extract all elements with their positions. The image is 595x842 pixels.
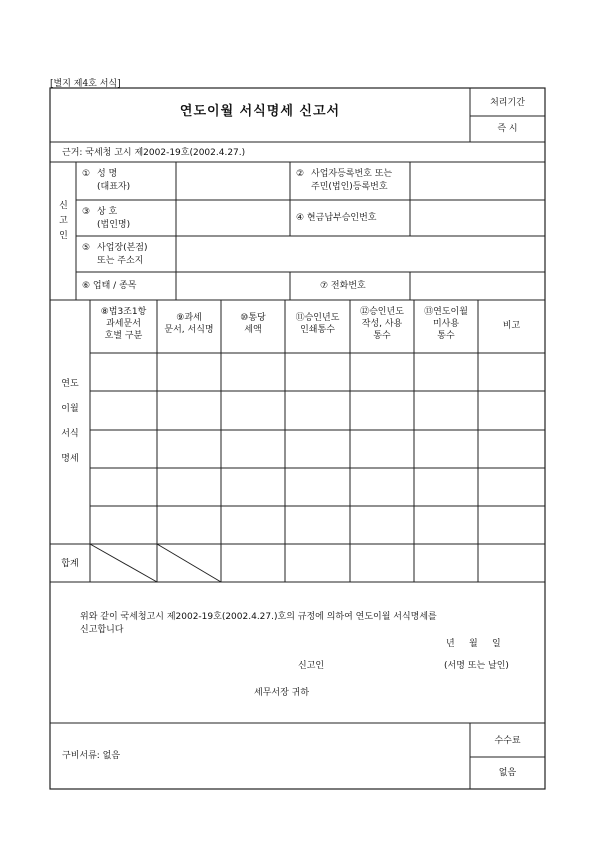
statement-line-2: 신고합니다 <box>80 625 124 635</box>
registration-number-field[interactable] <box>411 163 544 199</box>
date-line: 년 월 일 <box>446 639 501 649</box>
legal-basis: 근거: 국세청 고시 제2002-19호(2002.4.27.) <box>62 148 246 158</box>
field-address-number: ⑤ <box>82 243 91 253</box>
row-group-label-2: 이월 <box>61 404 79 414</box>
fee-value: 없음 <box>498 768 517 778</box>
form-title: 연도이월 서식명세 신고서 <box>179 104 341 119</box>
processing-period-label: 처리기간 <box>490 98 525 108</box>
processing-period-value: 즉 시 <box>497 124 518 134</box>
field-name-sublabel: (대표자) <box>97 182 131 192</box>
reporter-group-label: 신고인 <box>57 200 67 245</box>
field-address-sublabel: 또는 주소지 <box>97 256 144 266</box>
address-field[interactable] <box>177 237 544 271</box>
field-business-type-label: ⑥ 업태 / 종목 <box>82 281 137 291</box>
row-group-label-1: 연도 <box>61 379 79 389</box>
field-company-number: ③ <box>82 207 91 217</box>
col-header-remarks: 비고 <box>502 321 521 331</box>
field-regno-number: ② <box>296 169 305 179</box>
field-phone-label: ⑦ 전화번호 <box>320 281 366 291</box>
field-approval-label: ④ 현금납부승인번호 <box>296 213 377 223</box>
name-field[interactable] <box>177 163 289 199</box>
col-header-printed-copies: ⑪승인년도 인쇄통수 <box>295 313 340 335</box>
total-row-label: 합계 <box>61 559 79 569</box>
addressee: 세무서장 귀하 <box>254 688 310 698</box>
fee-label: 수수료 <box>494 736 521 746</box>
company-name-field[interactable] <box>177 201 289 235</box>
approval-number-field[interactable] <box>411 201 544 235</box>
col-header-used-copies: ⑫승인년도 작성, 사용 통수 <box>360 307 404 341</box>
col-header-form-name: ⑨과세 문서, 서식명 <box>164 313 214 335</box>
field-company-sublabel: (법인명) <box>97 220 131 230</box>
phone-field[interactable] <box>411 273 544 299</box>
row-group-label-3: 서식 <box>61 429 79 439</box>
field-name-number: ① <box>82 169 91 179</box>
col-header-unused-copies: ⑬연도이월 미사용 통수 <box>424 307 468 341</box>
field-address-label: 사업장(본점) <box>97 243 148 253</box>
field-regno-sublabel: 주민(법인)등록번호 <box>311 182 388 192</box>
form-number-label: [별지 제4호 서식] <box>50 79 121 89</box>
sign-note: (서명 또는 날인) <box>444 661 509 671</box>
field-regno-label: 사업자등록번호 또는 <box>311 169 393 179</box>
attachments-note: 구비서류: 없음 <box>62 751 121 761</box>
field-company-label: 상 호 <box>97 207 118 217</box>
col-header-taxable-doc: ⑧법3조1항 과세문서 호별 구분 <box>100 307 147 341</box>
business-type-field[interactable] <box>177 273 289 299</box>
col-header-tax-per-copy: ⑩통당 세액 <box>240 313 266 335</box>
field-name-label: 성 명 <box>97 169 118 179</box>
row-group-label-4: 명세 <box>61 454 79 464</box>
statement-line-1: 위와 같이 국세청고시 제2002-19호(2002.4.27.)호의 규정에 의하여 연도이월 서식명세를 <box>80 612 437 622</box>
signer-label: 신고인 <box>298 661 325 671</box>
